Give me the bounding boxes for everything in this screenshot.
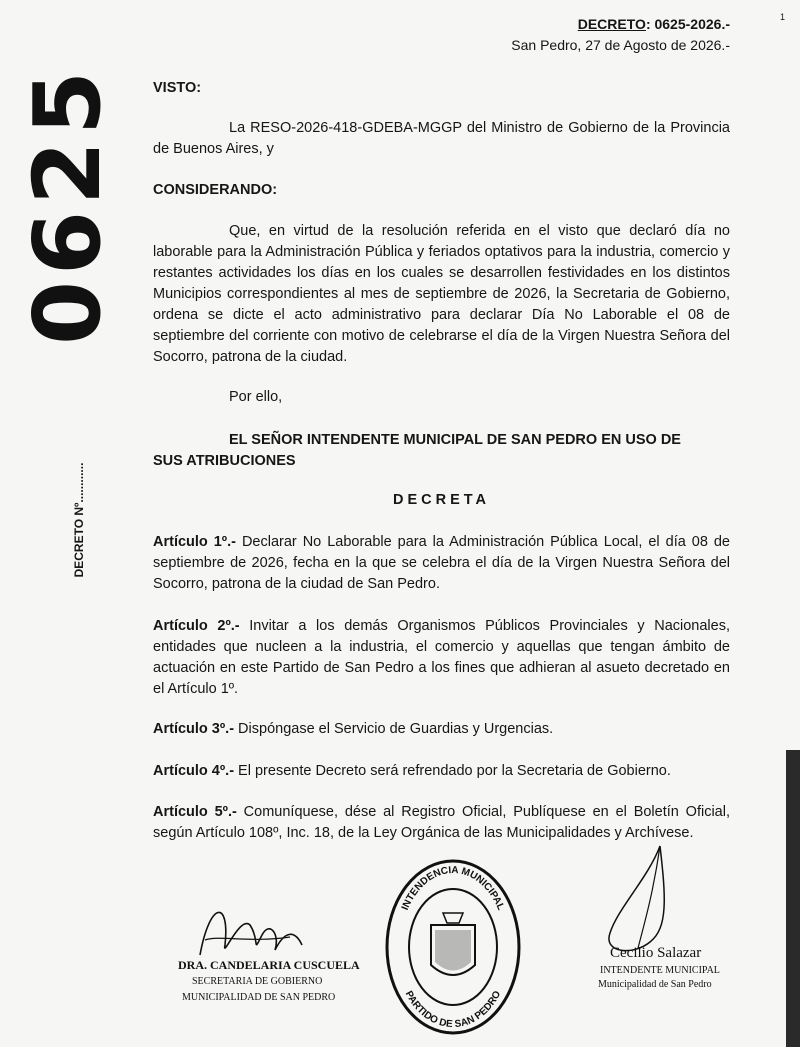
authority-line-1: EL SEÑOR INTENDENTE MUNICIPAL DE SAN PEDRO EN USO DE [229, 432, 681, 448]
right-signature-scribble [588, 838, 708, 958]
article-text: Comuníquese, dése al Registro Oficial, Publíquese en el Boletín Oficial, según Artículo 108º, Inc. 18, de la Ley Orgánica de las Municipalidades y Archívese. [153, 804, 730, 841]
article-label: Artículo 3º.- [153, 721, 235, 737]
municipal-seal [383, 855, 523, 1035]
left-signer-name: DRA. CANDELARIA CUSCUELA [178, 958, 360, 972]
scan-edge [786, 750, 800, 1047]
place-date: San Pedro, 27 de Agosto de 2026.- [511, 37, 730, 53]
left-signature-scribble [190, 895, 310, 965]
decree-number: DECRETO: 0625-2026.- [577, 16, 730, 32]
left-signer-org: MUNICIPALIDAD DE SAN PEDRO [182, 992, 336, 1003]
article-text: Invitar a los demás Organismos Públicos Provinciales y Nacionales, entidades que nucleen a la industria, el comercio y aquellas que tengan ámbito de actuación en este Partido de San Pedro a los fines que adhieran al asueto decretado en el Artículo 1º. [153, 618, 730, 697]
svg-text:PARTIDO DE SAN PEDRO [403, 989, 504, 1030]
considerando-text: Que, en virtud de la resolución referida en el visto que declaró día no laborable para la Administración Pública y feriados optativos para la industria, comercio y restantes actividades los días en los cuales se desarrollen festividades en los distintos Municipios correspondientes al mes de septiembre de 2026, la Secretaria de Gobierno, ordena se dicte el acto administrativo para declarar Día No Laborable el 08 de septiembre del corriente con motivo de celebrarse el día de la Virgen Nuestra Señora del Socorro, patrona de la ciudad. [153, 223, 730, 365]
authority-line-2: SUS ATRIBUCIONES [153, 453, 296, 469]
seal-top-text: INTENDENCIA MUNICIPAL [399, 864, 507, 912]
por-ello: Por ello, [229, 389, 283, 405]
decreta-heading: DECRETA [392, 492, 490, 508]
article-text: Dispóngase el Servicio de Guardias y Urgencias. [234, 721, 554, 737]
article-1 [153, 532, 730, 595]
article-2 [153, 616, 730, 700]
article-label: Artículo 5º.- [153, 804, 237, 820]
right-signer-title: INTENDENTE MUNICIPAL [600, 965, 720, 976]
visto-text: La RESO-2026-418-GDEBA-MGGP del Ministro de Gobierno de la Provincia de Buenos Aires, y [153, 120, 730, 157]
article-text: El presente Decreto será refrendado por la Secretaria de Gobierno. [234, 763, 671, 779]
article-label: Artículo 4º.- [153, 763, 235, 779]
side-decreto-label: DECRETO Nº............ [72, 462, 86, 578]
right-signer-name: Cecilio Salazar [610, 945, 702, 961]
article-text: Declarar No Laborable para la Administración Pública Local, el día 08 de septiembre de 2026, fecha en la que se celebra el día de la Virgen Nuestra Señora del Socorro, patrona de la ciudad de San Pedro. [153, 534, 730, 592]
page-number: 1 [780, 12, 786, 22]
left-signer-title: SECRETARIA DE GOBIERNO [192, 976, 323, 987]
article-4 [153, 761, 730, 782]
seal-bottom-text: PARTIDO DE SAN PEDRO [402, 989, 504, 1031]
side-stamp-number: 0625 [14, 64, 121, 346]
authority-heading [153, 430, 730, 472]
article-label: Artículo 2º.- [153, 618, 240, 634]
considerando-heading: CONSIDERANDO: [153, 182, 278, 198]
article-3 [153, 719, 730, 740]
right-signer-org: Municipalidad de San Pedro [598, 979, 712, 990]
visto-heading: VISTO: [153, 80, 202, 96]
article-label: Artículo 1º.- [153, 534, 236, 550]
